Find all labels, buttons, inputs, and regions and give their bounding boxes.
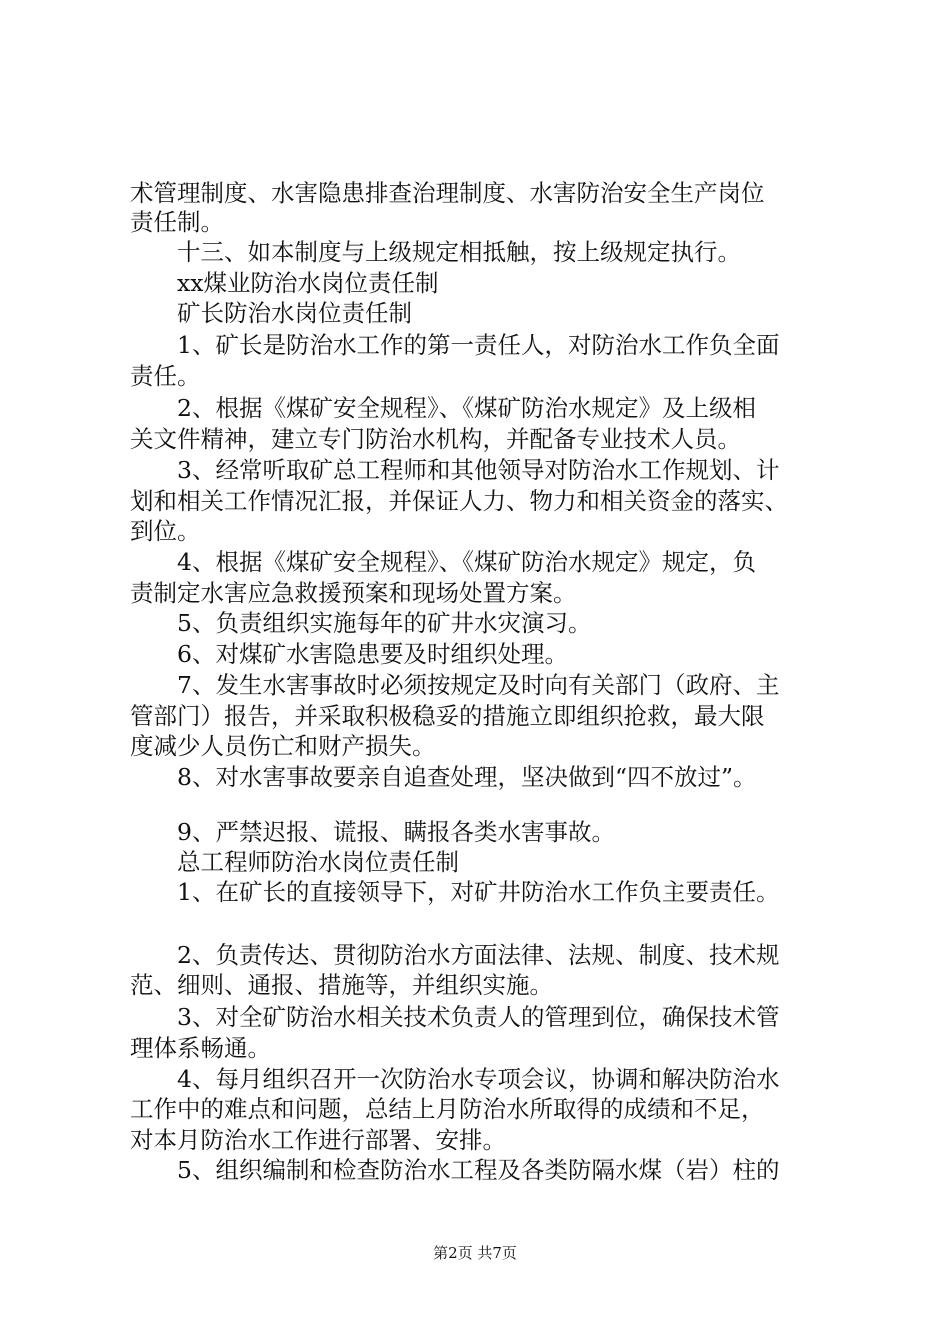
text-line: 对本月防治水工作进行部署、安排。 [130, 1126, 506, 1154]
text-line: 4、每月组织召开一次防治水专项会议，协调和解决防治水 [177, 1065, 780, 1093]
text-line: 2、根据《煤矿安全规程》、《煤矿防治水规定》及上级相 [177, 394, 756, 422]
section-heading: 总工程师防治水岗位责任制 [177, 848, 459, 876]
text-line: 7、发生水害事故时必须按规定及时向有关部门（政府、主 [177, 671, 780, 699]
text-line: 4、根据《煤矿安全规程》、《煤矿防治水规定》规定，负 [177, 548, 756, 576]
text-line: 度减少人员伤亡和财产损失。 [130, 732, 436, 760]
text-line: 工作中的难点和问题，总结上月防治水所取得的成绩和不足， [130, 1095, 765, 1123]
page-footer: 第2页 共7页 [433, 1244, 517, 1262]
text-line: 5、组织编制和检查防治水工程及各类防隔水煤（岩）柱的 [177, 1156, 780, 1184]
text-line: 责任。 [130, 362, 201, 390]
text-line: 3、对全矿防治水相关技术负责人的管理到位，确保技术管 [177, 1003, 780, 1031]
text-line: 9、严禁迟报、谎报、瞒报各类水害事故。 [177, 818, 615, 846]
text-line: 8、对水害事故要亲自追查处理，坚决做到“四不放过”。 [177, 763, 757, 791]
text-line: 责任制。 [130, 208, 224, 236]
text-line: 到位。 [130, 517, 201, 545]
text-line: 关文件精神，建立专门防治水机构，并配备专业技术人员。 [130, 425, 741, 453]
text-line: 6、对煤矿水害隐患要及时组织处理。 [177, 640, 568, 668]
text-line: 十三、如本制度与上级规定相抵触，按上级规定执行。 [177, 238, 741, 266]
text-line: 管部门）报告，并采取积极稳妥的措施立即组织抢救，最大限 [130, 702, 765, 730]
text-line: 3、经常听取矿总工程师和其他领导对防治水工作规划、计 [177, 456, 780, 484]
section-heading: xx煤业防治水岗位责任制 [177, 269, 439, 297]
text-line: 责制定水害应急救援预案和现场处置方案。 [130, 579, 577, 607]
text-line: 划和相关工作情况汇报，并保证人力、物力和相关资金的落实、 [130, 487, 788, 515]
text-line: 范、细则、通报、措施等，并组织实施。 [130, 971, 553, 999]
text-line: 2、负责传达、贯彻防治水方面法律、法规、制度、技术规 [177, 941, 780, 969]
text-line: 术管理制度、水害隐患排查治理制度、水害防治安全生产岗位 [130, 179, 765, 207]
text-line: 1、矿长是防治水工作的第一责任人，对防治水工作负全面 [177, 331, 780, 359]
text-line: 理体系畅通。 [130, 1034, 271, 1062]
text-line: 1、在矿长的直接领导下，对矿井防治水工作负主要责任。 [177, 878, 780, 906]
text-line: 5、负责组织实施每年的矿井水灾演习。 [177, 609, 592, 637]
section-heading: 矿长防治水岗位责任制 [177, 299, 412, 327]
